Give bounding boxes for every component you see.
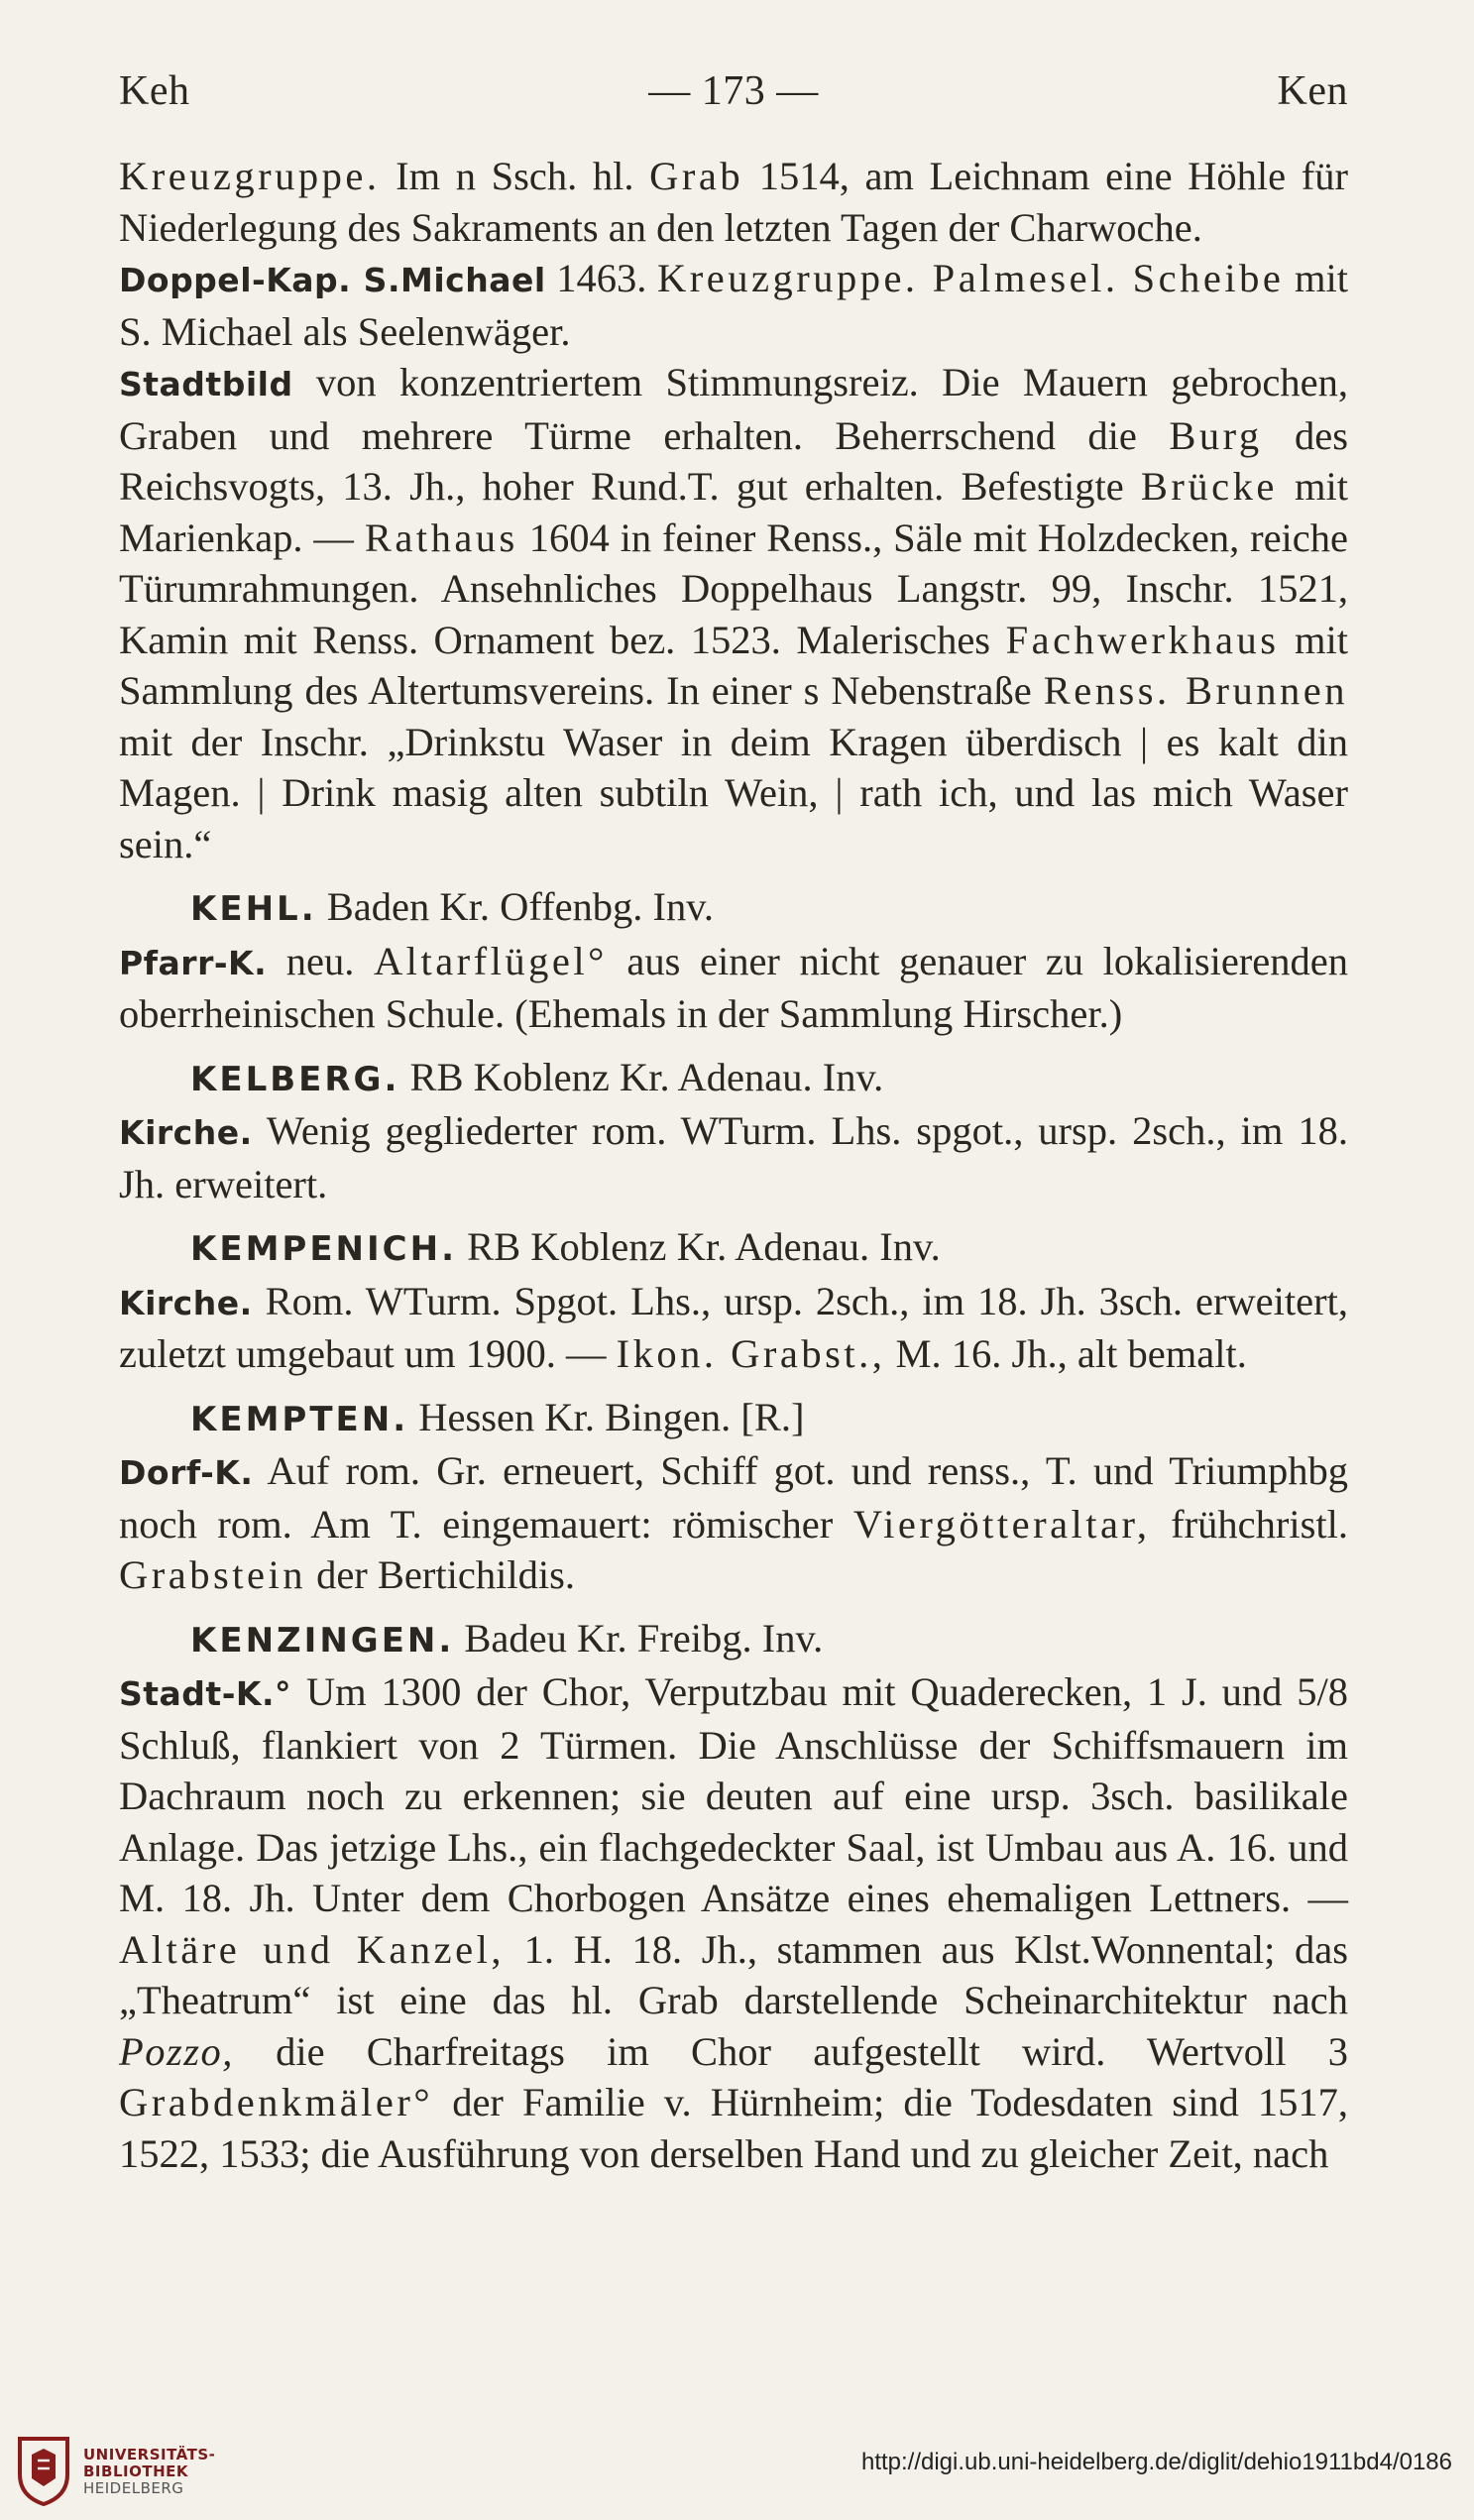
entry-paragraph — [119, 1445, 1348, 1601]
spaced-term: Renss. Brunnen — [1043, 668, 1348, 713]
building-label: Kirche. — [119, 1283, 253, 1322]
text-run: mit S. Michael als Seelenwäger. — [119, 256, 1348, 354]
text-run: Wenig gegliederter rom. WTurm. Lhs. spgot., ursp. 2sch., im 18. Jh. erweitert. — [119, 1108, 1348, 1206]
spaced-term: Grab — [649, 154, 744, 198]
text-run: Hessen Kr. Bingen. [R.] — [408, 1394, 805, 1439]
building-label: Stadtbild — [119, 365, 293, 403]
text-run: 1. H. 18. Jh., stammen aus Klst.Wonnental; das „Theatrum“ ist eine das hl. Grab darstellende Scheinarchitektur nach — [119, 1926, 1348, 2022]
building-label: Pfarr-K. — [119, 943, 268, 982]
building-label: Kirche. — [119, 1113, 253, 1152]
text-run: 1463. — [545, 256, 658, 300]
place-heading — [119, 1613, 1348, 1667]
building-label: Doppel-Kap. S.Michael — [119, 261, 546, 299]
header-left-keyword: Keh — [119, 68, 190, 114]
building-label: Dorf-K. — [119, 1453, 254, 1492]
place-heading — [119, 1392, 1348, 1446]
text-run: der Familie v. Hürnheim; die Todesdaten sind 1517, 1522, 1533; die Ausführung von derselben Hand und zu gleicher Zeit, nach — [119, 2080, 1348, 2176]
text-run: mit der Inschr. „Drinkstu Waser in deim Kragen überdisch | es kalt din Magen. | Drink masig alten subtiln Wein, | rath ich, und las mich Waser sein.“ — [119, 719, 1348, 866]
page-header — [119, 67, 1348, 127]
continued-paragraph — [119, 151, 1348, 253]
entry-paragraph — [119, 357, 1348, 869]
text-run: mit Sammlung des Altertumsvereins. In einer s Nebenstraße — [119, 617, 1348, 713]
entry-paragraph — [119, 936, 1348, 1040]
entry-paragraph — [119, 1276, 1348, 1380]
text-run: neu. — [267, 938, 374, 983]
spaced-term: Altäre und Kanzel, — [119, 1926, 505, 1972]
library-name — [83, 2447, 215, 2497]
place-name: KELBERG. — [190, 1059, 400, 1099]
page-footer — [0, 2411, 1474, 2520]
page-body — [119, 151, 1348, 2179]
text-run: M. 16. Jh., alt bemalt. — [885, 1331, 1247, 1376]
text-run: Um 1300 der Chor, Verputzbau mit Quaderecken, 1 J. und 5/8 Schluß, flankiert von 2 Türmen. Die Anschlüsse der Schiffsmauern im Dachraum noch zu erkennen; sie deuten auf eine ursp. 3sch. basilikale Anlage. Das jetzige Lhs., ein flachgedeckter Saal, ist Umbau aus A. 16. und M. 18. Jh. Unter dem Chorbogen Ansätze eines ehemaligen Lettners. — — [119, 1669, 1348, 1920]
place-heading — [119, 881, 1348, 936]
text-run: RB Koblenz Kr. Adenau. Inv. — [456, 1224, 941, 1269]
place-heading — [119, 1221, 1348, 1276]
text-run: 1514, am Leichnam eine Höhle für Niederlegung des Sakraments an den letzten Tagen der Charwoche. — [119, 154, 1348, 250]
spaced-term: Burg — [1169, 412, 1263, 458]
entry-paragraph — [119, 1105, 1348, 1209]
spaced-term: Fachwerkhaus — [1005, 617, 1280, 662]
text-run: Rom. WTurm. Spgot. Lhs., ursp. 2sch., im 18. Jh. 3sch. erweitert, zuletzt umgebaut um 1900. — — [119, 1278, 1348, 1376]
text-run: die Charfreitags im Chor aufgestellt wird. Wertvoll 3 — [233, 2028, 1348, 2074]
entry-paragraph — [119, 253, 1348, 357]
text-run: Auf rom. Gr. erneuert, Schiff got. und renss., T. und Triumphbg noch rom. Am T. eingemauert: römischer — [119, 1448, 1348, 1546]
place-name: KEHL. — [190, 889, 317, 929]
text-run: Badeu Kr. Freibg. Inv. — [454, 1615, 824, 1661]
place-name: KENZINGEN. — [190, 1620, 455, 1661]
artist-name: Pozzo, — [119, 2028, 234, 2074]
text-run: von konzentriertem Stimmungsreiz. Die Mauern gebrochen, Graben und mehrere Türme erhalten. Beherrschend die — [119, 360, 1348, 458]
text-run: Im n Ssch. hl. — [380, 154, 650, 198]
place-name: KEMPTEN. — [190, 1399, 409, 1439]
building-label: Stadt-K.° — [119, 1674, 292, 1713]
place-heading — [119, 1052, 1348, 1106]
source-url-link[interactable]: http://digi.ub.uni-heidelberg.de/diglit/dehio1911bd4/0186 — [860, 2449, 1452, 2475]
text-run: Baden Kr. Offenbg. Inv. — [316, 884, 715, 929]
library-name-line-3: HEIDELBERG — [83, 2479, 184, 2497]
spaced-term: Kreuzgruppe. Palmesel. Scheibe — [657, 256, 1285, 300]
entry-paragraph — [119, 1666, 1348, 2179]
page-number: — 173 — — [648, 68, 819, 114]
text-run: frühchristl. — [1150, 1501, 1348, 1546]
text-run: mit Marienkap. — — [119, 464, 1348, 560]
library-seal-icon — [14, 2435, 73, 2508]
spaced-term: Viergötteraltar, — [852, 1501, 1151, 1546]
spaced-term: Rathaus — [364, 515, 518, 560]
spaced-term: Brücke — [1140, 464, 1278, 509]
library-name-line-1: UNIVERSITÄTS- — [83, 2446, 216, 2463]
spaced-term: Altarflügel° — [373, 938, 608, 983]
text-run: RB Koblenz Kr. Adenau. Inv. — [399, 1054, 884, 1099]
spaced-term: Grabdenkmäler° — [119, 2080, 434, 2124]
text-run: der Bertichildis. — [305, 1552, 576, 1597]
library-name-line-2: BIBLIOTHEK — [83, 2463, 188, 2480]
spaced-term: Grabstein — [119, 1552, 306, 1597]
spaced-term: Kreuzgruppe. — [119, 154, 381, 198]
place-name: KEMPENICH. — [190, 1229, 457, 1269]
text-run: aus einer nicht genauer zu lokalisierenden oberrheinischen Schule. (Ehemals in der Sammlung Hirscher.) — [119, 938, 1348, 1036]
spaced-term: Ikon. Grabst., — [616, 1331, 886, 1376]
text-run: des Reichsvogts, 13. Jh., hoher Rund.T. gut erhalten. Befestigte — [119, 412, 1348, 509]
text-run: 1604 in feiner Renss., Säle mit Holzdecken, reiche Türumrahmungen. Ansehnliches Doppelhaus Langstr. 99, Inschr. 1521, Kamin mit Renss. Ornament bez. 1523. Malerisches — [119, 515, 1348, 662]
header-right-keyword: Ken — [1277, 68, 1348, 114]
